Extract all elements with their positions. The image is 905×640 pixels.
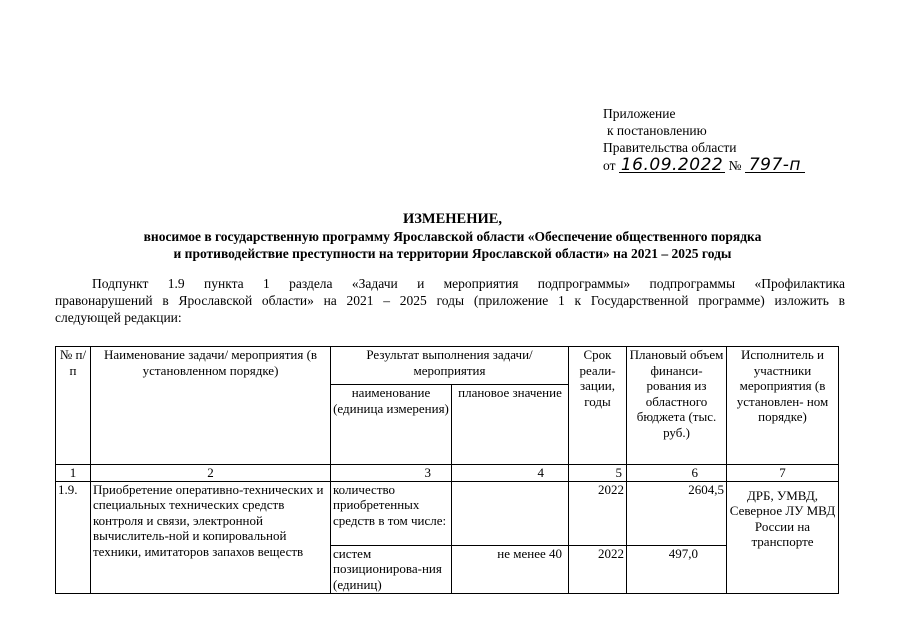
annex-line-1: Приложение — [603, 106, 676, 121]
handwritten-date: 16.09.2022 — [620, 155, 724, 175]
row-term-1: 2022 — [569, 481, 627, 545]
row-result-name-2: систем позиционирова-ния (единиц) — [331, 545, 452, 593]
doc-subtitle-1: вносимое в государственную программу Ярославской области «Обеспечение общественного порядка — [143, 229, 762, 244]
col-number-7: 7 — [727, 465, 839, 482]
intro-paragraph — [55, 275, 845, 326]
col-number-2: 2 — [91, 465, 331, 482]
col-number-4: 4 — [452, 465, 569, 482]
handwritten-number: 797-п — [745, 158, 805, 173]
doc-subtitle-2: и противодействие преступности на территории Ярославской области» на 2021 – 2025 годы — [173, 246, 732, 261]
col-number-5: 5 — [569, 465, 627, 482]
header-num: № п/п — [56, 347, 91, 465]
paragraph-line-2: правонарушений в Ярославской области» на 2021 – 2025 годы (приложение 1 к Государственной программе) изложить в — [55, 293, 845, 308]
annex-line-2: к постановлению — [607, 123, 707, 138]
row-name: Приобретение оперативно-технических и специальных технических средств контроля и связи, электронной вычислитель-ной и копировальной техники, имитаторов запахов веществ — [91, 481, 331, 593]
header-result-value: плановое значение — [452, 385, 569, 465]
header-result-name: наименование (единица измерения) — [331, 385, 452, 465]
annex-line-3: Правительства области — [603, 140, 737, 155]
row-executor: ДРБ, УМВД, Северное ЛУ МВД России на транспорте — [727, 481, 839, 593]
annex-block — [603, 105, 805, 174]
col-number-3: 3 — [331, 465, 452, 482]
header-result: Результат выполнения задачи/ мероприятия — [331, 347, 569, 385]
row-result-name-1: количество приобретенных средств в том числе: — [331, 481, 452, 545]
col-number-1: 1 — [56, 465, 91, 482]
doc-title: ИЗМЕНЕНИЕ, — [402, 211, 503, 227]
number-label: № — [728, 158, 742, 173]
row-funding-2: 497,0 — [627, 545, 727, 593]
header-executor: Исполнитель и участники мероприятия (в установлен- ном порядке) — [727, 347, 839, 465]
annex-date-line — [603, 157, 805, 174]
row-result-value-1 — [452, 481, 569, 545]
row-term-2: 2022 — [569, 545, 627, 593]
row-funding-1: 2604,5 — [627, 481, 727, 545]
row-result-value-2: не менее 40 — [452, 545, 569, 593]
header-funding: Плановый объем финанси- рования из областного бюджета (тыс. руб.) — [627, 347, 727, 465]
paragraph-line-3: следующей редакции: — [55, 310, 182, 325]
row-num: 1.9. — [56, 481, 91, 593]
col-number-6: 6 — [627, 465, 727, 482]
from-label: от — [603, 158, 616, 173]
paragraph-line-1: Подпункт 1.9 пункта 1 раздела «Задачи и мероприятия подпрограммы» подпрограммы «Профилактика — [92, 276, 845, 291]
header-term: Срок реали- зации, годы — [569, 347, 627, 465]
measures-table — [55, 346, 839, 594]
header-name: Наименование задачи/ мероприятия (в установленном порядке) — [91, 347, 331, 465]
